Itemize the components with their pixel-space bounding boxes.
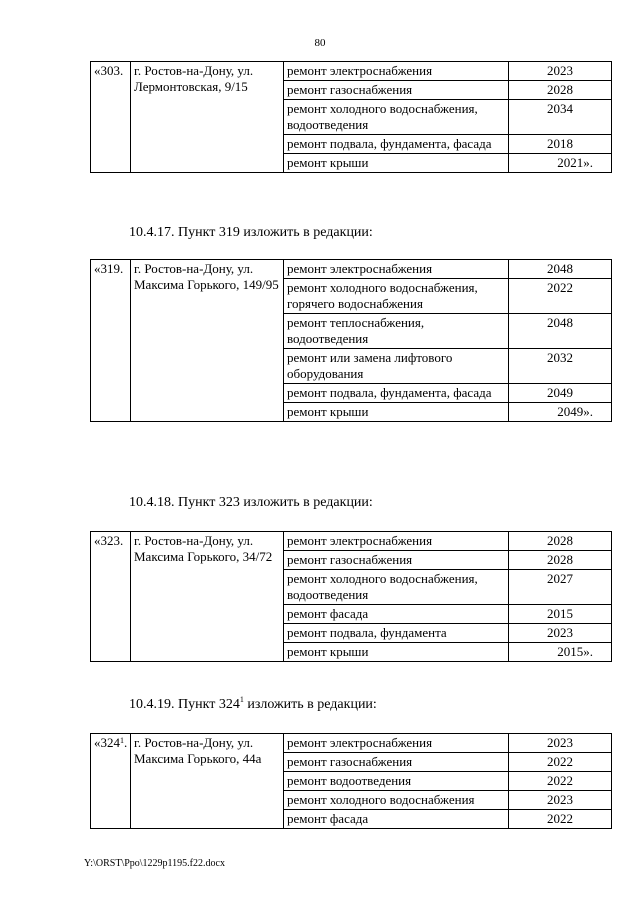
paragraph-10-4-18: 10.4.18. Пункт 323 изложить в редакции: xyxy=(129,495,373,510)
year-cell: 2023 xyxy=(509,624,612,643)
table-row xyxy=(91,62,612,81)
work-cell: ремонт холодного водоснабжения, горячего водоснабжения xyxy=(284,279,509,314)
work-cell: ремонт электроснабжения xyxy=(284,62,509,81)
work-cell: ремонт подвала, фундамента xyxy=(284,624,509,643)
year-cell: 2028 xyxy=(509,81,612,100)
table-row xyxy=(91,734,612,753)
year-cell: 2015». xyxy=(509,643,612,662)
work-cell: ремонт крыши xyxy=(284,154,509,173)
work-cell: ремонт электроснабжения xyxy=(284,734,509,753)
paragraph-10-4-17: 10.4.17. Пункт 319 изложить в редакции: xyxy=(129,225,373,240)
year-cell: 2023 xyxy=(509,791,612,810)
year-cell: 2028 xyxy=(509,532,612,551)
year-cell: 2022 xyxy=(509,810,612,829)
item-address: г. Ростов-на-Дону, ул. Максима Горького, 44а xyxy=(131,734,284,829)
year-cell: 2028 xyxy=(509,551,612,570)
year-cell: 2049 xyxy=(509,384,612,403)
work-cell: ремонт электроснабжения xyxy=(284,260,509,279)
superscript: 1 xyxy=(239,695,244,704)
year-cell: 2023 xyxy=(509,62,612,81)
work-cell: ремонт или замена лифтового оборудования xyxy=(284,349,509,384)
table-row xyxy=(91,532,612,551)
item-number: «319. xyxy=(91,260,131,422)
work-cell: ремонт фасада xyxy=(284,810,509,829)
paragraph-text-post: изложить в редакции: xyxy=(243,697,377,712)
work-cell: ремонт газоснабжения xyxy=(284,81,509,100)
item-number-suffix: . xyxy=(124,735,128,750)
work-cell: ремонт холодного водоснабжения, водоотведения xyxy=(284,570,509,605)
year-cell: 2021». xyxy=(509,154,612,173)
year-cell: 2022 xyxy=(509,753,612,772)
work-cell: ремонт газоснабжения xyxy=(284,753,509,772)
year-cell: 2027 xyxy=(509,570,612,605)
item-address: г. Ростов-на-Дону, ул. Максима Горького, 149/95 xyxy=(131,260,284,422)
year-cell: 2022 xyxy=(509,772,612,791)
work-cell: ремонт газоснабжения xyxy=(284,551,509,570)
item-address: г. Ростов-на-Дону, ул. Лермонтовская, 9/15 xyxy=(131,62,284,173)
page-number: 80 xyxy=(314,37,326,49)
table-item-303 xyxy=(90,61,612,173)
year-cell: 2018 xyxy=(509,135,612,154)
table-item-319 xyxy=(90,259,612,422)
work-cell: ремонт крыши xyxy=(284,643,509,662)
item-number-text: «324 xyxy=(94,735,120,750)
work-cell: ремонт подвала, фундамента, фасада xyxy=(284,135,509,154)
work-cell: ремонт крыши xyxy=(284,403,509,422)
superscript: 1 xyxy=(120,736,124,745)
item-address: г. Ростов-на-Дону, ул. Максима Горького, 34/72 xyxy=(131,532,284,662)
item-number: «303. xyxy=(91,62,131,173)
year-cell: 2034 xyxy=(509,100,612,135)
table-item-323 xyxy=(90,531,612,662)
table-row xyxy=(91,260,612,279)
year-cell: 2048 xyxy=(509,260,612,279)
work-cell: ремонт фасада xyxy=(284,605,509,624)
table-item-324-1 xyxy=(90,733,612,829)
year-cell: 2015 xyxy=(509,605,612,624)
work-cell: ремонт теплоснабжения, водоотведения xyxy=(284,314,509,349)
year-cell: 2023 xyxy=(509,734,612,753)
year-cell: 2032 xyxy=(509,349,612,384)
work-cell: ремонт холодного водоснабжения xyxy=(284,791,509,810)
item-number: «323. xyxy=(91,532,131,662)
work-cell: ремонт подвала, фундамента, фасада xyxy=(284,384,509,403)
file-path-footer: Y:\ORST\Ppo\1229p1195.f22.docx xyxy=(84,858,225,869)
year-cell: 2049». xyxy=(509,403,612,422)
work-cell: ремонт водоотведения xyxy=(284,772,509,791)
year-cell: 2022 xyxy=(509,279,612,314)
year-cell: 2048 xyxy=(509,314,612,349)
item-number xyxy=(91,734,131,829)
paragraph-10-4-19 xyxy=(129,697,377,713)
paragraph-text-pre: 10.4.19. Пункт 324 xyxy=(129,697,240,712)
work-cell: ремонт электроснабжения xyxy=(284,532,509,551)
work-cell: ремонт холодного водоснабжения, водоотведения xyxy=(284,100,509,135)
